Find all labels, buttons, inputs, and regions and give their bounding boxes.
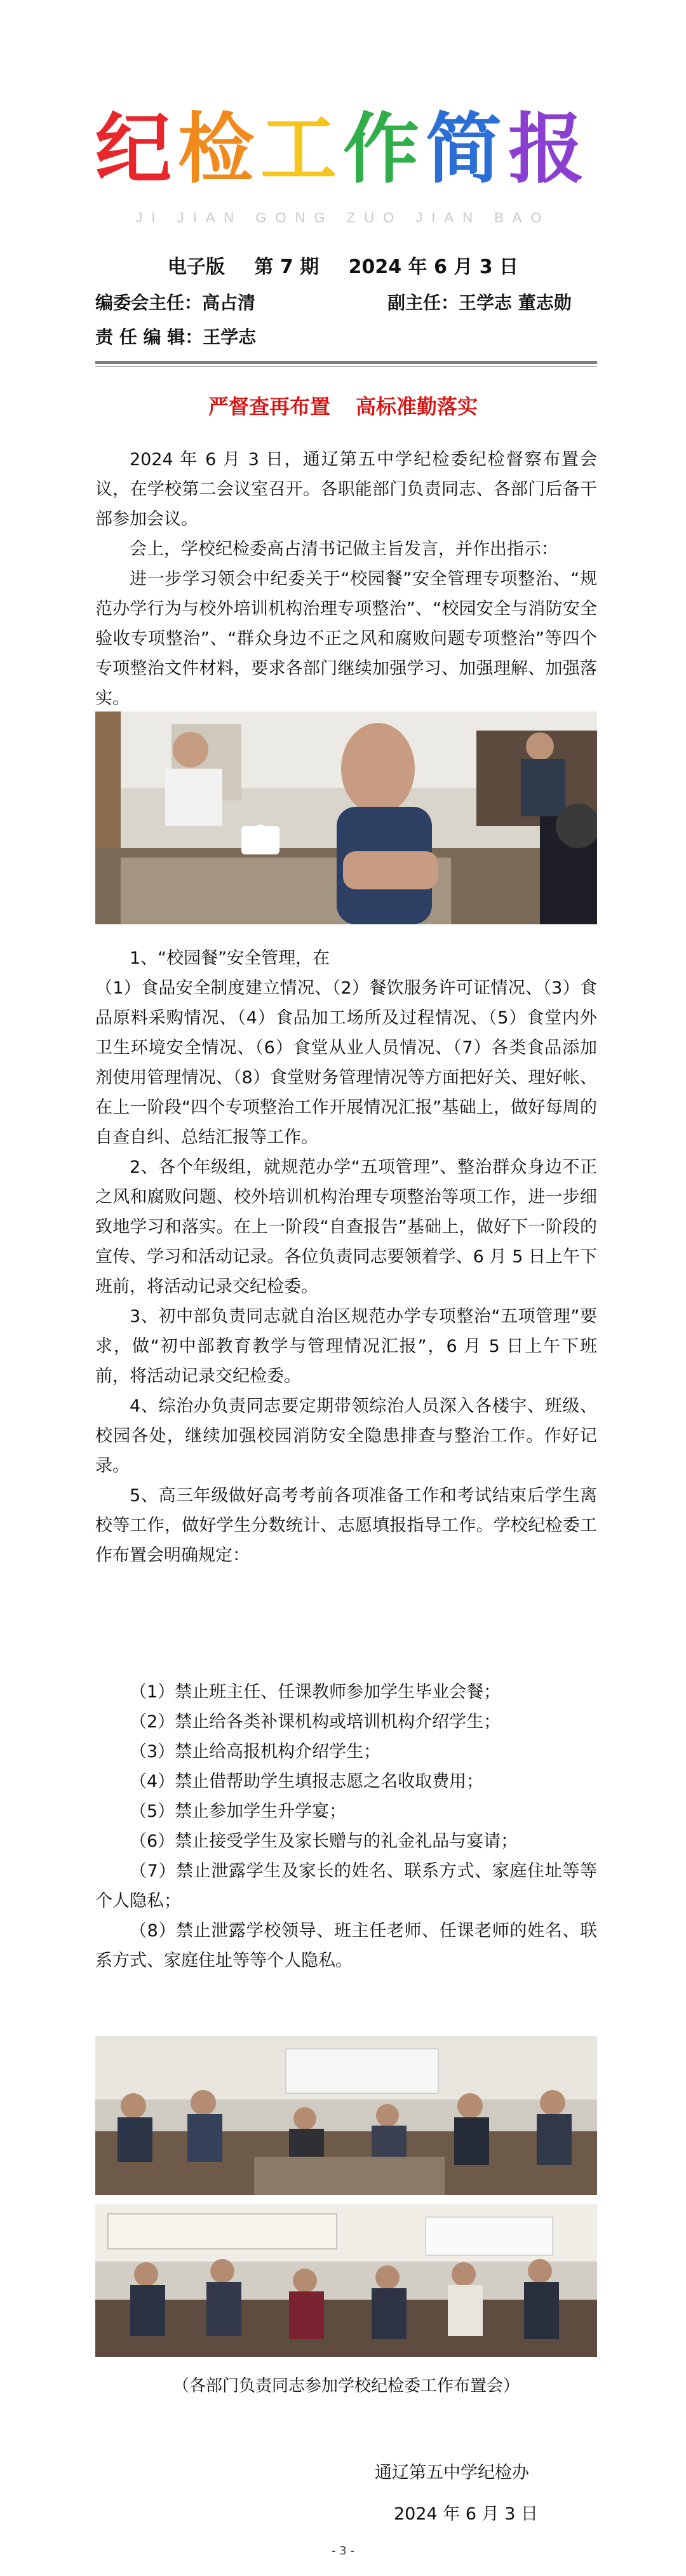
masthead-char: 报 xyxy=(508,105,591,194)
editorial-board xyxy=(95,289,616,358)
masthead-pinyin: JI JIAN GONG ZUO JIAN BAO xyxy=(135,210,551,226)
meeting-photo xyxy=(95,2204,597,2357)
meeting-photo-image xyxy=(95,2204,597,2357)
masthead-char: 简 xyxy=(426,105,508,194)
paragraph: 1、“校园餐”安全管理，在 xyxy=(130,948,330,968)
masthead-char: 工 xyxy=(260,105,343,194)
issue-date: 2024 年 6 月 3 日 xyxy=(348,256,519,278)
masthead-char: 作 xyxy=(343,105,426,194)
rule-item: （1）禁止班主任、任课教师参加学生毕业会餐； xyxy=(130,1682,501,1702)
paragraph: 2024 年 6 月 3 日，通辽第五中学纪检委纪检督察布置会议，在学校第二会议室召开。各职能部门负责同志、各部门后备干部参加会议。 xyxy=(95,450,597,529)
issue-line xyxy=(0,251,686,279)
items-section xyxy=(95,943,597,1570)
article-headline xyxy=(0,391,686,420)
paragraph: 会上，学校纪检委高占清书记做主旨发言，并作出指示： xyxy=(130,539,558,559)
meeting-photo xyxy=(95,711,597,924)
divider xyxy=(95,366,597,367)
meeting-photo-image xyxy=(95,2036,597,2195)
rule-item: （5）禁止参加学生升学宴； xyxy=(130,1802,347,1821)
rules-list xyxy=(95,1677,597,1976)
paragraph: 4、综治办负责同志要定期带领综治人员深入各楼宇、班级、校园各处，继续加强校园消防安全隐患排查与整治工作。作好记录。 xyxy=(95,1396,597,1476)
paragraph: 5、高三年级做好高考考前各项准备工作和考试结束后学生离校等工作，做好学生分数统计、志愿填报指导工作。学校纪检委工作布置会明确规定： xyxy=(95,1486,597,1565)
rule-item: （2）禁止给各类补课机构或培训机构介绍学生； xyxy=(130,1712,501,1732)
headline-part: 严督查再布置 xyxy=(208,394,330,419)
meeting-photo-image xyxy=(95,711,597,924)
headline-part: 高标准勤落实 xyxy=(356,394,478,419)
rule-item: （4）禁止借帮助学生填报志愿之名收取费用； xyxy=(130,1772,484,1791)
issue-edition: 电子版 xyxy=(167,256,225,278)
editor-responsible: 责 任 编 辑：王学志 xyxy=(95,327,257,347)
rule-item: （6）禁止接受学生及家长赠与的礼金礼品与宴请； xyxy=(130,1831,518,1851)
editor-chief: 编委会主任：高占清 xyxy=(95,292,256,313)
paragraph: 3、初中部负责同志就自治区规范办学专项整治“五项管理”要求，做“初中部教育教学与管理情况汇报”，6 月 5 日上午下班前，将活动记录交纪检委。 xyxy=(95,1307,597,1386)
paragraph: 2、各个年级组，就规范办学“五项管理”、整治群众身边不正之风和腐败问题、校外培训机构治理专项整治等项工作，进一步细致地学习和落实。在上一阶段“自查报告”基础上，做好下一阶段的宣传、学习和活动记录。各位负责同志要领着学、6 月 5 日上午下班前，将活动记录交纪检委。 xyxy=(95,1157,597,1297)
masthead-title xyxy=(0,105,686,194)
masthead-char: 纪 xyxy=(95,105,178,194)
paragraph: （1）食品安全制度建立情况、（2）餐饮服务许可证情况、（3）食品原料采购情况、（4）食品加工场所及过程情况、（5）食堂内外卫生环境安全情况、（6）食堂从业人员情况、（7）各类食品添加剂使用管理情况、（8）食堂财务管理情况等方面把好关、理好帐、在上一阶段“四个专项整治工作开展情况汇报”基础上，做好每周的自查自纠、总结汇报等工作。 xyxy=(95,978,597,1147)
photo-caption: （各部门负责同志参加学校纪检委工作布置会） xyxy=(172,2377,520,2396)
meeting-photo xyxy=(95,2036,597,2195)
signoff-org: 通辽第五中学纪检办 xyxy=(375,2463,529,2483)
intro-section xyxy=(95,445,597,713)
masthead-char: 检 xyxy=(178,105,260,194)
rule-item: （7）禁止泄露学生及家长的姓名、联系方式、家庭住址等等个人隐私； xyxy=(95,1861,597,1911)
divider xyxy=(95,361,597,364)
rule-item: （3）禁止给高报机构介绍学生； xyxy=(130,1742,381,1762)
issue-number: 第 7 期 xyxy=(254,256,319,278)
page-number: - 3 - xyxy=(332,2544,354,2558)
rule-item: （8）禁止泄露学校领导、班主任老师、任课老师的姓名、联系方式、家庭住址等等个人隐私。 xyxy=(95,1921,597,1971)
editor-deputy: 副主任：王学志 董志勋 xyxy=(387,292,572,313)
paragraph: 进一步学习领会中纪委关于“校园餐”安全管理专项整治、“规范办学行为与校外培训机构治理专项整治”、“校园安全与消防安全验收专项整治”、“群众身边不正之风和腐败问题专项整治”等四个专项整治文件材料，要求各部门继续加强学习、加强理解、加强落实。 xyxy=(95,569,597,708)
signoff-date: 2024 年 6 月 3 日 xyxy=(394,2504,538,2524)
